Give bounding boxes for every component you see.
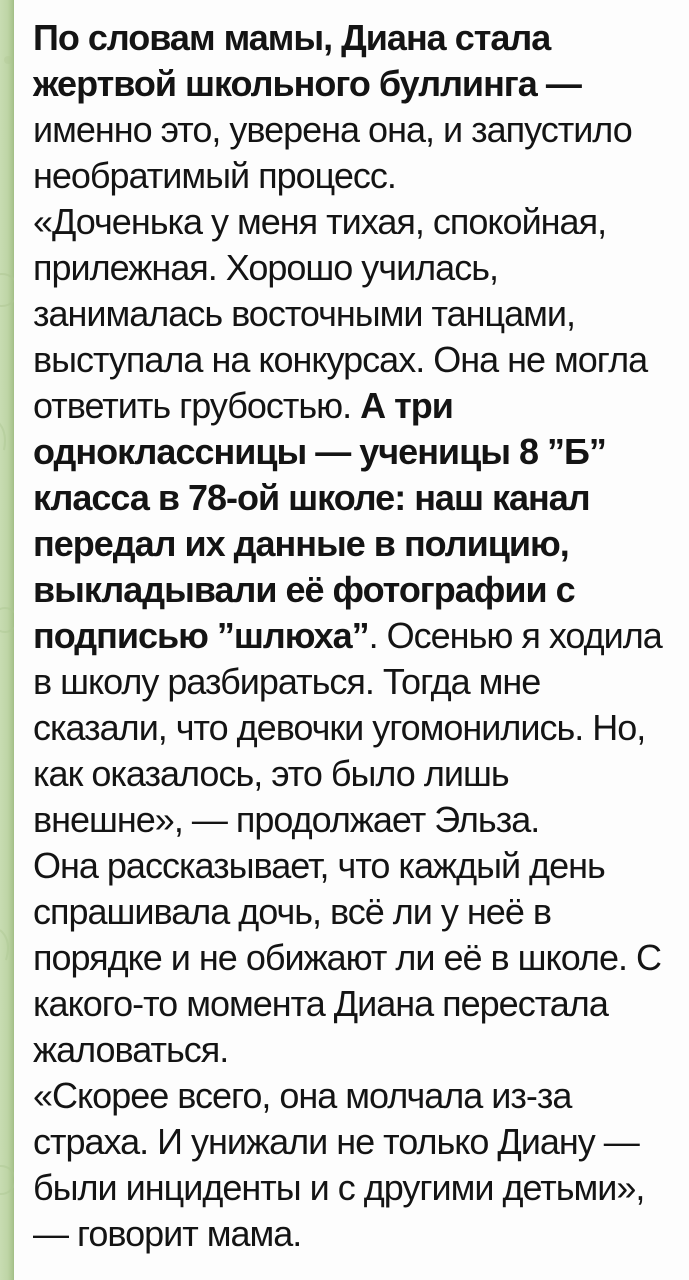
message-line: [33, 1165, 671, 1211]
message-text: [14, 0, 689, 1257]
message-line: [33, 337, 671, 383]
message-segment: «Скорее всего, она молчала из-за: [33, 1075, 572, 1116]
message-segment: жаловаться.: [33, 1029, 229, 1070]
message-bubble[interactable]: [14, 0, 689, 1280]
message-line: [33, 659, 671, 705]
message-segment: выступала на конкурсах. Она не могла: [33, 339, 648, 380]
message-line: [33, 429, 671, 475]
message-segment-bold: жертвой школьного буллинга —: [33, 63, 581, 104]
message-segment-bold: класса в 78-ой школе: наш канал: [33, 477, 590, 518]
message-segment-bold: подписью ”шлюха”: [33, 615, 369, 656]
chat-background-pattern: [0, 0, 14, 1280]
message-segment: Она рассказывает, что каждый день: [33, 845, 605, 886]
message-line: [33, 981, 671, 1027]
message-line: [33, 613, 671, 659]
message-segment: прилежная. Хорошо училась,: [33, 247, 498, 288]
message-line: [33, 889, 671, 935]
message-segment-bold: передал их данные в полицию,: [33, 523, 569, 564]
message-segment: занималась восточными танцами,: [33, 293, 575, 334]
message-line: [33, 843, 671, 889]
message-line: [33, 245, 671, 291]
message-line: [33, 1073, 671, 1119]
message-segment: именно это, уверена она, и запустило: [33, 109, 632, 150]
message-line: [33, 705, 671, 751]
message-line: [33, 61, 671, 107]
message-line: [33, 1027, 671, 1073]
message-segment: спрашивала дочь, всё ли у неё в: [33, 891, 551, 932]
message-segment: «Доченька у меня тихая, спокойная,: [33, 201, 607, 242]
message-line: [33, 15, 671, 61]
message-line: [33, 475, 671, 521]
message-line: [33, 567, 671, 613]
message-line: [33, 291, 671, 337]
message-segment: как оказалось, это было лишь: [33, 753, 509, 794]
message-line: [33, 521, 671, 567]
message-segment: порядке и не обижают ли её в школе. С: [33, 937, 661, 978]
message-segment: были инциденты и с другими детьми»,: [33, 1167, 645, 1208]
message-segment: . Осенью я ходила: [368, 615, 662, 656]
message-segment: ответить грубостью.: [33, 385, 361, 426]
message-line: [33, 1211, 671, 1257]
message-segment: внешне», — продолжает Эльза.: [33, 799, 540, 840]
message-line: [33, 107, 671, 153]
message-segment: в школу разбираться. Тогда мне: [33, 661, 541, 702]
message-segment: — говорит мама.: [33, 1213, 302, 1254]
message-segment-bold: По словам мамы, Диана стала: [33, 17, 551, 58]
message-line: [33, 383, 671, 429]
message-segment-bold: выкладывали её фотографии с: [33, 569, 575, 610]
message-line: [33, 751, 671, 797]
chat-background: [0, 0, 14, 1280]
message-line: [33, 797, 671, 843]
message-segment: необратимый процесс.: [33, 155, 396, 196]
message-line: [33, 935, 671, 981]
message-segment: какого-то момента Диана перестала: [33, 983, 608, 1024]
message-line: [33, 199, 671, 245]
message-segment: страха. И унижали не только Диану —: [33, 1121, 639, 1162]
message-line: [33, 153, 671, 199]
message-segment-bold: одноклассницы — ученицы 8 ”Б”: [33, 431, 606, 472]
message-line: [33, 1119, 671, 1165]
message-segment: сказали, что девочки угомонились. Но,: [33, 707, 646, 748]
message-segment-bold: А три: [360, 385, 453, 426]
